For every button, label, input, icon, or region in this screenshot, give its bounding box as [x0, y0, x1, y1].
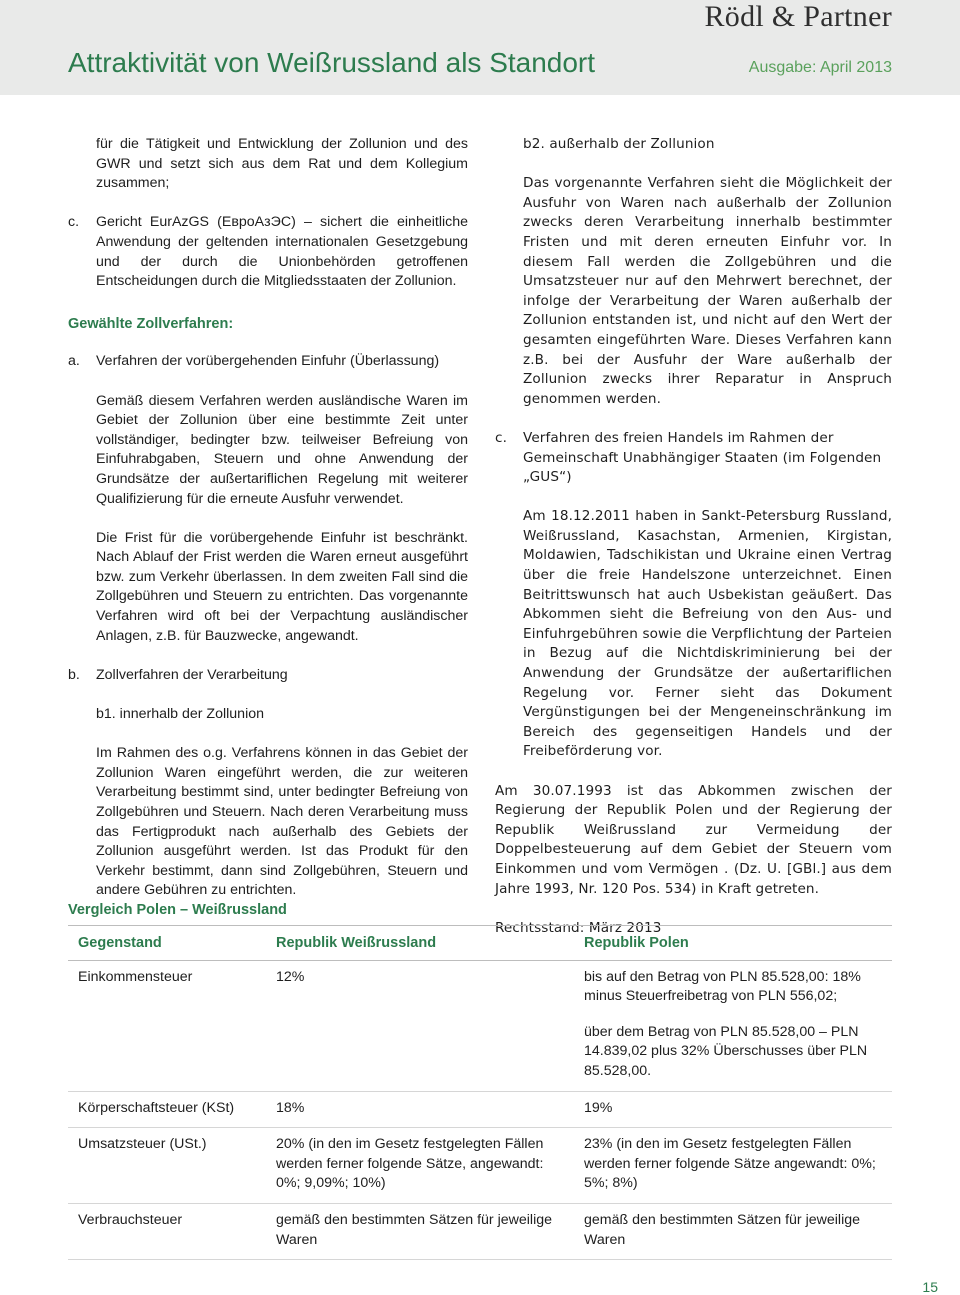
table-row	[68, 960, 892, 1016]
list-marker: c.	[495, 429, 507, 446]
procedure-title: Verfahren der vorübergehenden Einfuhr (Überlassung)	[96, 353, 440, 370]
table-cell: 19%	[574, 1091, 892, 1128]
list-marker: c.	[68, 214, 80, 231]
table-cell: 20% (in den im Gesetz festgelegten Fällen werden ferner folgende Sätze, angewandt: 0%; 9,09%; 10%)	[266, 1128, 574, 1204]
list-marker: a.	[68, 353, 80, 370]
page-number: 15	[922, 1279, 938, 1295]
intro-paragraph: für die Tätigkeit und Entwicklung der Zollunion und des GWR und setzt sich aus dem Rat und dem Kollegium zusammen;	[96, 136, 468, 192]
column-header: Republik Polen	[574, 926, 892, 961]
procedure-paragraph: Das vorgenannte Verfahren sieht die Möglichkeit der Ausfuhr von Waren nach außerhalb der Zollunion zwecks deren Verarbeitung innerhalb bestimmter Fristen und mit deren erneuten Einfuhr vor. In diesem Fall werden die Zollgebühren und die Umsatzsteuer nur auf den Mehrwert berechnet, der infolge der Verarbeitung der Waren außerhalb der Zollunion entstanden ist, und nicht auf den Wert der gesamten eingeführten Ware. Dieses Verfahren kann z.B. bei der Ausfuhr der Ware außerhalb der Zollunion zwecks ihrer Reparatur in Anspruch genommen werden.	[523, 175, 892, 407]
table-cell: 12%	[276, 968, 305, 985]
list-item-a	[68, 352, 468, 646]
table-row	[68, 1128, 892, 1204]
procedure-paragraph: Am 18.12.2011 haben in Sankt-Petersburg Russland, Weißrussland, Kasachstan, Armenien, Kirgistan, Moldawien, Tadschikistan und Ukraine einen Vertrag über die freie Handelszone unterzeichnet. Einen Beitrittswunsch hat auch Usbekistan geäußert. Das Abkommen sieht die Befreiung von den Aus- und Einfuhrgebühren sowie die Verpflichtung der Parteien in Bezug auf die Nichtdiskriminierung bei der Anwendung der Grundsätze der außertariflichen Regelung vor. Ferner sieht das Dokument Vergünstigungen bei der Mengeneinschränkung im Bereich des gegenseitigen Handels und der Freibeförderung vor.	[523, 508, 892, 760]
table-cell: bis auf den Betrag von PLN 85.528,00: 18% minus Steuerfreibetrag von PLN 556,02;	[584, 968, 861, 1005]
table-cell: 23% (in den im Gesetz festgelegten Fällen werden ferner folgende Sätze angewandt: 0%; 5%; 8%)	[574, 1128, 892, 1204]
table-cell: 18%	[266, 1091, 574, 1128]
list-marker: b.	[68, 666, 80, 683]
legal-status: Rechtsstand: März 2013	[495, 919, 662, 936]
page-header	[0, 0, 960, 95]
edition-label: Ausgabe: April 2013	[748, 59, 892, 76]
table-cell: Umsatzsteuer (USt.)	[68, 1128, 266, 1204]
table-row	[68, 1091, 892, 1128]
table-cell	[68, 1016, 266, 1091]
table-cell: gemäß den bestimmten Sätzen für jeweilige Waren	[574, 1203, 892, 1259]
table-cell: über dem Betrag von PLN 85.528,00 – PLN 14.839,02 plus 32% Überschusses über PLN 85.528,00.	[574, 1016, 892, 1091]
comparison-table	[68, 925, 892, 1260]
column-header: Republik Weißrussland	[266, 926, 574, 961]
left-column	[68, 135, 468, 901]
section-heading: Gewählte Zollverfahren:	[68, 315, 234, 332]
procedure-paragraph: Die Frist für die vorübergehende Einfuhr ist beschränkt. Nach Ablauf der Frist werden die Waren erneut ausgeführt bzw. zum Verkehr überlassen. In dem zweiten Fall sind die Zollgebühren und Steuern zu entrichten. Das vorgenannte Verfahren wird oft bei der Verpachtung ausländischer Anlagen, z.B. für Bauzwecke, angewandt.	[96, 529, 468, 644]
table-row	[68, 1203, 892, 1259]
list-item-c	[495, 429, 892, 762]
procedure-paragraph: Gemäß diesem Verfahren werden ausländische Waren im Gebiet der Zollunion über eine bestimmte Zeit unter vollständiger, bedingter bzw. teilweiser Befreiung von Einfuhrabgaben, Steuern und ohne Anwendung der Grundsätze der außertariflichen Regelung mit weiterer Qualifizierung für die erneute Ausfuhr verwendet.	[96, 392, 468, 507]
subprocedure-title: b1. innerhalb der Zollunion	[96, 706, 264, 723]
agreement-paragraph: Am 30.07.1993 ist das Abkommen zwischen der Regierung der Republik Polen und der Regierung der Republik Weißrussland zur Vermeidung der Doppelbesteuerung auf dem Gebiet der Steuern vom Einkommen und vom Vermögen . (Dz. U. [GBl.] aus dem Jahre 1993, Nr. 120 Pos. 534) in Kraft getreten.	[495, 782, 892, 897]
table-cell: Verbrauchsteuer	[68, 1203, 266, 1259]
document-title: Attraktivität von Weißrussland als Standort	[68, 47, 596, 78]
procedure-title: Zollverfahren der Verarbeitung	[96, 666, 288, 683]
table-cell: Körperschaftsteuer (KSt)	[68, 1091, 266, 1128]
table-row	[68, 1016, 892, 1091]
table-cell: Einkommensteuer	[78, 968, 193, 985]
list-item-c	[68, 213, 468, 291]
table-cell: gemäß den bestimmten Sätzen für jeweilige Waren	[266, 1203, 574, 1259]
subprocedure-title: b2. außerhalb der Zollunion	[523, 136, 715, 152]
procedure-paragraph: Im Rahmen des o.g. Verfahrens können in das Gebiet der Zollunion Waren eingeführt werden, die zur weiteren Verarbeitung bestimmt sind, unter bedingter Befreiung von Zollgebühren und Steuern. Nach deren Verarbeitung muss das Fertigprodukt nach außerhalb des Gebiets der Zollunion ausgeführt werden. Ist das Produkt für den Verkehr bestimmt, dann sind Zollgebühren, Steuern und andere Gebühren zu entrichten.	[96, 745, 468, 899]
court-paragraph: Gericht EurAzGS (ЕвроАзЭС) – sichert die einheitliche Anwendung der geltenden internationalen Gesetzgebung und der durch die Unionbehörden getroffenen Entscheidungen durch die Mitgliedsstaaten der Zollunion.	[96, 214, 468, 290]
table-title: Vergleich Polen – Weißrussland	[68, 902, 287, 918]
column-header: Gegenstand	[68, 926, 266, 961]
table-header-row	[68, 926, 892, 961]
procedure-title: Verfahren des freien Handels im Rahmen der Gemeinschaft Unabhängiger Staaten (im Folgenden „GUS“)	[523, 429, 882, 486]
table-cell	[266, 1016, 574, 1091]
right-column	[495, 135, 892, 938]
list-item-b	[68, 666, 468, 901]
brand-logo: Rödl & Partner	[704, 0, 892, 33]
